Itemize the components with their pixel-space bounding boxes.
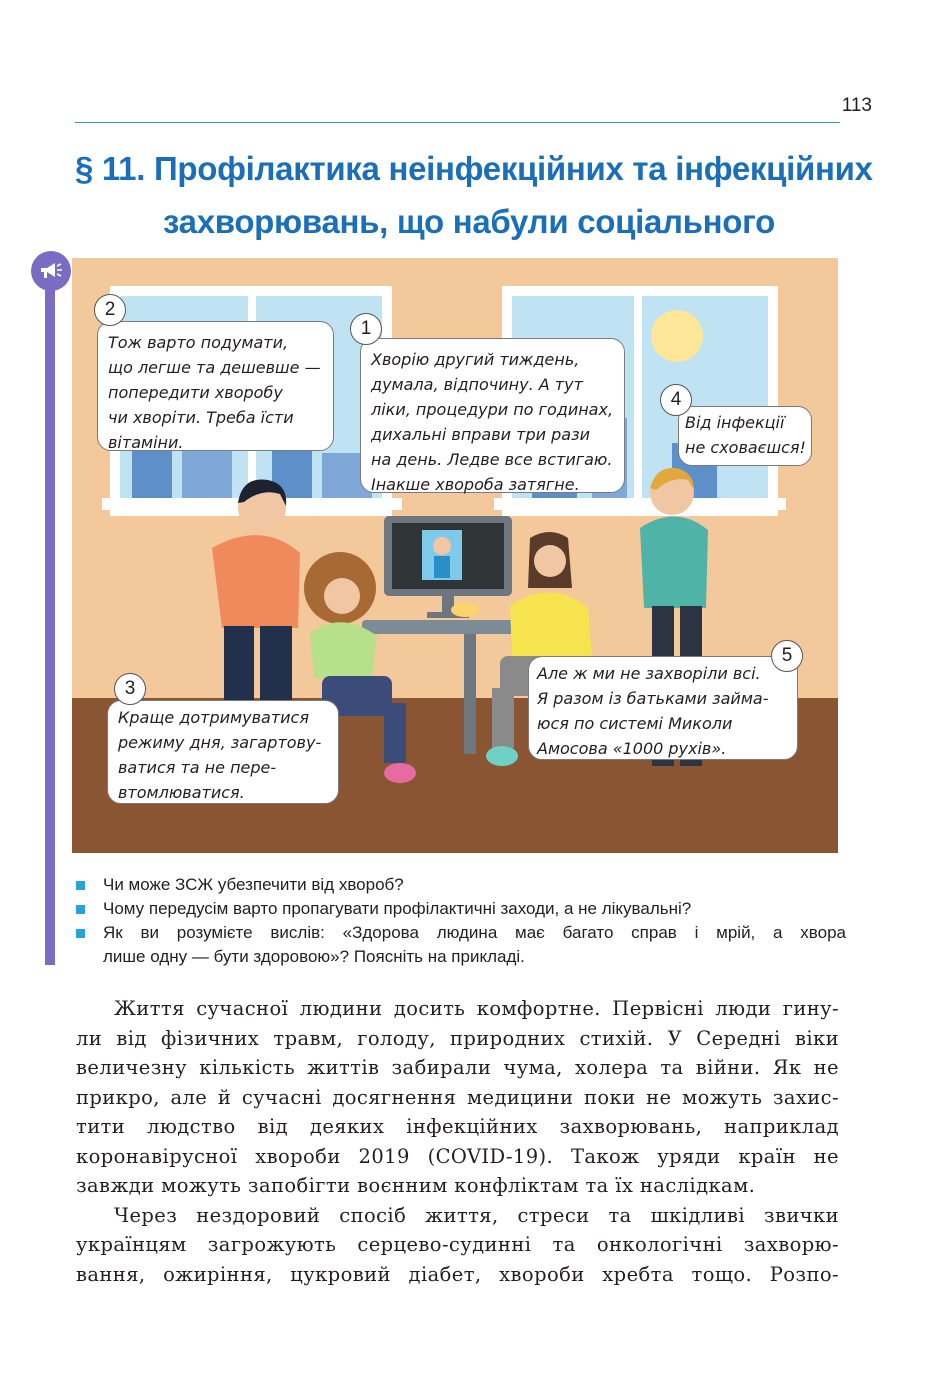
- speech-bubble-3: [107, 700, 339, 804]
- bubble-line: вітаміни.: [108, 433, 184, 452]
- bubble-number-4: 4: [660, 384, 692, 416]
- bullet-square-icon: [76, 929, 85, 938]
- title-line-2: захворювань, що набули соціального: [163, 203, 776, 240]
- text-line: Через нездоровий спосіб життя, стреси та шкідливі звички: [114, 1203, 839, 1227]
- page-number: 113: [841, 95, 872, 116]
- bubble-line: Тож варто подумати,: [108, 333, 289, 352]
- question-item: [76, 873, 846, 897]
- bubble-line: Від інфекції: [685, 413, 785, 432]
- text-line: ли від фізичних травм, голоду, природних стихій. У Середні віки: [76, 1026, 839, 1050]
- text-line: тити людство від деяких інфекційних захворювань, наприклад: [76, 1115, 839, 1138]
- bubble-number-3: 3: [114, 673, 146, 705]
- bubble-number-5: 5: [771, 640, 803, 672]
- text-line: українцям загрожують серцево-судинні та онкологічні захворю-: [76, 1233, 839, 1256]
- text-line: вання, ожиріння, цукровий діабет, хвороби хребта тощо. Розпо-: [76, 1262, 839, 1286]
- bubble-line: дихальні вправи три рази: [371, 425, 590, 444]
- bubble-line: Хворію другий тиждень,: [371, 350, 580, 369]
- bullet-square-icon: [76, 905, 85, 914]
- bubble-number-2: 2: [94, 294, 126, 326]
- discussion-illustration: [72, 258, 838, 853]
- bubble-line: Але ж ми не захворіли всі.: [537, 664, 761, 683]
- question-item: [76, 897, 846, 921]
- question-item: [76, 921, 846, 969]
- bubble-line: Амосова «1000 рухів».: [537, 739, 727, 758]
- bubble-line: не сховаєшся!: [685, 438, 806, 457]
- bubble-line: ватися та не пере-: [118, 758, 277, 777]
- bubble-line: режиму дня, загартову-: [118, 733, 322, 752]
- bubble-line: попередити хворобу: [108, 383, 283, 402]
- bullet-square-icon: [76, 881, 85, 890]
- discussion-questions: [76, 873, 846, 969]
- discussion-side-bar: [45, 270, 55, 965]
- bubble-line: втомлюватися.: [118, 783, 245, 802]
- speech-bubble-4: [678, 406, 812, 466]
- header-rule: [75, 122, 840, 123]
- question-text: Як ви розумієте вислів: «Здорова людина має багато справ і мрій, а хвора: [103, 923, 846, 942]
- bubble-line: чи хворіти. Треба їсти: [108, 408, 294, 427]
- bubble-line: юся по системі Миколи: [537, 714, 733, 733]
- text-line: величезну кількість життів забирали чума, холера та війни. Як не: [76, 1056, 839, 1079]
- text-line: завжди можуть запобігти воєнним конфліктам та їх наслідкам.: [76, 1174, 756, 1197]
- question-text: Чому передусім варто пропагувати профілактичні заходи, а не лікувальні?: [103, 899, 692, 918]
- bubble-line: Інакше хвороба затягне.: [371, 475, 580, 494]
- bubble-line: на день. Ледве все встигаю.: [371, 450, 613, 469]
- text-line: прикро, але й сучасні досягнення медицини поки не можуть захис-: [76, 1085, 839, 1109]
- question-text: Чи може ЗСЖ убезпечити від хвороб?: [103, 875, 404, 894]
- title-line-1: § 11. Профілактика неінфекційних та інфекційних: [75, 150, 873, 187]
- bubble-line: думала, відпочину. А тут: [371, 375, 583, 394]
- question-text: лише одну — бути здоровою»? Поясніть на прикладі.: [103, 947, 525, 966]
- bubble-line: Краще дотримуватися: [118, 708, 309, 727]
- bubble-line: ліки, процедури по годинах,: [371, 400, 614, 419]
- speech-bubble-1: [360, 338, 625, 493]
- bubble-line: що легше та дешевше —: [108, 358, 321, 377]
- speech-bubble-2: [97, 321, 334, 451]
- bubble-line: Я разом із батьками займа-: [537, 689, 769, 708]
- text-line: Життя сучасної людини досить комфортне. Первісні люди гину-: [114, 997, 839, 1020]
- text-line: коронавірусної хвороби 2019 (COVID-19). Також уряди країн не: [76, 1144, 839, 1168]
- megaphone-icon: [31, 251, 71, 291]
- speech-bubble-5: [528, 656, 798, 760]
- main-text: [76, 994, 839, 1289]
- bubble-number-1: 1: [350, 313, 382, 345]
